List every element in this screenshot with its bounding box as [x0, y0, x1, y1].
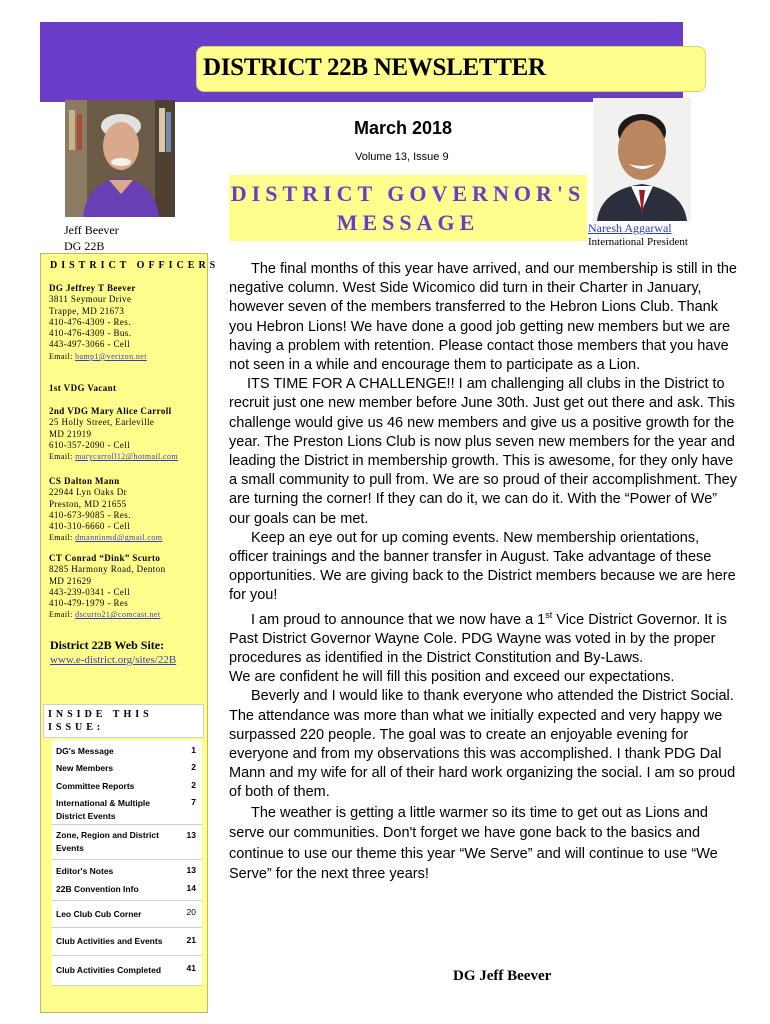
email-label: Email:: [49, 533, 73, 543]
officer-line: Trappe, MD 21673: [49, 305, 125, 316]
toc-label: Committee Reports: [56, 781, 135, 791]
officer-email-link[interactable]: dscurto21@comcast.net: [75, 610, 161, 620]
toc-page: 1: [191, 745, 196, 755]
toc-page: 2: [191, 762, 196, 772]
signature: DG Jeff Beever: [453, 968, 552, 984]
section-heading-line2: MESSAGE: [336, 210, 480, 235]
toc-row[interactable]: [52, 878, 202, 901]
message-text: I am proud to announce that we now have a 1: [251, 611, 546, 628]
toc-row[interactable]: [52, 792, 202, 825]
officer-line: 3811 Seymour Drive: [49, 294, 132, 305]
officer-entry: [49, 283, 147, 362]
inside-issue-heading: INSIDE THIS ISSUE:: [48, 709, 153, 733]
toc-page: 13: [186, 830, 196, 840]
message-paragraph: ITS TIME FOR A CHALLENGE!! I am challenging all clubs in the District to recruit just one new member before June 30th. Just get out there and ask. This challenge would give us 46 new members and give us a positive growth for the year. The Preston Lions Club is now plus seven new members for the year and leading the District in membership growth. This is awesome, for they only have a small community to pull from. We are so proud of their accomplishment. They are turning the corner! If they can do it, we can do it. With the “Power of We” our goals can be met.: [229, 376, 737, 527]
officer-line: 443-497-3066 - Cell: [49, 339, 131, 350]
governor-caption-name: Jeff Beever: [64, 223, 119, 237]
message-paragraph: We are confident he will fill this position and exceed our expectations.: [229, 669, 675, 686]
officer-entry: [49, 476, 162, 544]
website-heading: District 22B Web Site:: [50, 638, 165, 652]
governor-message: [229, 260, 741, 885]
message-paragraph: The final months of this year have arrived, and our membership is still in the negative column. West Side Wicomico did turn in their Charter in January, however seven of the members transferred to the Hebron Lions Club. Thank you Hebron Lions! We have done a good job getting new members but we are having a problem with retention. Please contact those members that you have not seen in a while and encourage them to participate as a Lion.: [229, 261, 737, 374]
email-label: Email:: [49, 351, 73, 361]
officer-line: 443-239-0341 - Cell: [49, 586, 131, 597]
officers-heading: DISTRICT OFFICERS: [50, 260, 220, 271]
governor-photo: [65, 100, 175, 217]
message-paragraph: The weather is getting a little warmer so its time to get out as Lions and serve our communities. Don't forget we have gone back to the basics and continue to use our theme this year “We Serve” and will continue to use “We Serve” for the next three years!: [229, 804, 718, 883]
toc-label: Club Activities Completed: [56, 965, 162, 975]
toc-label: Editor's Notes: [56, 866, 114, 876]
toc-row[interactable]: [52, 825, 202, 860]
officer-email-link[interactable]: marycarroll12@hotmail.com: [75, 452, 179, 462]
toc-label: Club Activities and Events: [56, 936, 163, 946]
officer-name: CS Dalton Mann: [49, 476, 120, 486]
officer-line: MD 21919: [49, 428, 92, 439]
toc-label: Zone, Region and District Events: [56, 830, 159, 853]
toc-label: Leo Club Cub Corner: [56, 909, 142, 919]
officer-line: 610-357-2090 - Cell: [49, 439, 131, 450]
toc-page: 14: [186, 883, 196, 893]
message-text: Vice District Governor. It is Past District Governor Wayne Cole. PDG Wayne was voted in by the proper procedures as identified in the District Constitution and By-Laws.: [229, 611, 727, 666]
toc-label: 22B Convention Info: [56, 884, 139, 894]
officer-line: MD 21629: [49, 575, 92, 586]
newsletter-title: DISTRICT 22B NEWSLETTER: [203, 54, 546, 81]
president-title: International President: [588, 236, 688, 248]
officer-line: 410-476-4309 - Bus.: [49, 328, 132, 339]
toc-page: 21: [186, 935, 196, 945]
toc-page: 2: [191, 780, 196, 790]
governor-caption-title: DG 22B: [64, 239, 105, 253]
toc-row[interactable]: [52, 901, 202, 928]
officer-name: CT Conrad “Dink” Scurto: [49, 553, 161, 563]
section-heading-line1: DISTRICT GOVERNOR'S: [230, 181, 586, 206]
toc-page: 13: [186, 865, 196, 875]
issue-volume: Volume 13, Issue 9: [355, 151, 449, 163]
officer-line: 22944 Lyn Oaks Dr: [49, 487, 128, 498]
issue-date: March 2018: [354, 118, 453, 138]
ordinal-suffix: st: [545, 609, 553, 620]
officer-entry: [49, 553, 165, 621]
officer-name: DG Jeffrey T Beever: [49, 283, 136, 293]
toc-label: International & Multiple District Events: [56, 798, 150, 821]
message-paragraph: Keep an eye out for up coming events. New membership orientations, officer trainings and the banner transfer in August. Take advantage of these opportunities. We are giving back to the District members because we are here for you!: [229, 529, 736, 604]
officer-name: 1st VDG Vacant: [49, 383, 117, 393]
message-paragraph: [229, 606, 741, 668]
toc-page: 20: [186, 907, 196, 917]
officer-line: 410-476-4309 - Res.: [49, 316, 131, 327]
president-name-link[interactable]: Naresh Aggarwal: [588, 221, 672, 235]
international-president-photo: [593, 98, 691, 221]
website-link[interactable]: www.e-district.org/sites/22B: [50, 654, 177, 666]
toc-row[interactable]: [52, 956, 202, 986]
toc-page: 7: [191, 797, 196, 807]
officer-line: 410-310-6660 - Cell: [49, 521, 131, 532]
officer-line: 410-673-9085 - Res.: [49, 509, 131, 520]
officer-line: 8285 Harmony Road, Denton: [49, 564, 166, 575]
officer-entry: [49, 383, 116, 394]
email-label: Email:: [49, 610, 73, 620]
officer-entry: [49, 406, 178, 462]
toc-label: DG's Message: [56, 746, 114, 756]
officer-email-link[interactable]: bamp1@verizon.net: [75, 351, 147, 361]
toc-row[interactable]: [52, 928, 202, 956]
officer-name: 2nd VDG Mary Alice Carroll: [49, 406, 172, 416]
toc-label: New Members: [56, 763, 114, 773]
officer-line: 410-479-1979 - Res: [49, 598, 129, 609]
officer-line: 25 Holly Street, Earleville: [49, 417, 155, 428]
toc-page: 41: [186, 963, 196, 973]
officer-email-link[interactable]: dmanninmd@gmail.com: [75, 533, 163, 543]
officer-line: Preston, MD 21655: [49, 498, 127, 509]
message-paragraph: Beverly and I would like to thank everyone who attended the District Social. The attendance was more than what we initially expected and very happy we surpassed 220 people. The goal was to create an enjoyable evening for everyone and from my observations this was accomplished. I thank PDG Dal Mann and my wife for all of their hard work organizing the social. I am so proud of both of them.: [229, 688, 736, 801]
email-label: Email:: [49, 452, 73, 462]
